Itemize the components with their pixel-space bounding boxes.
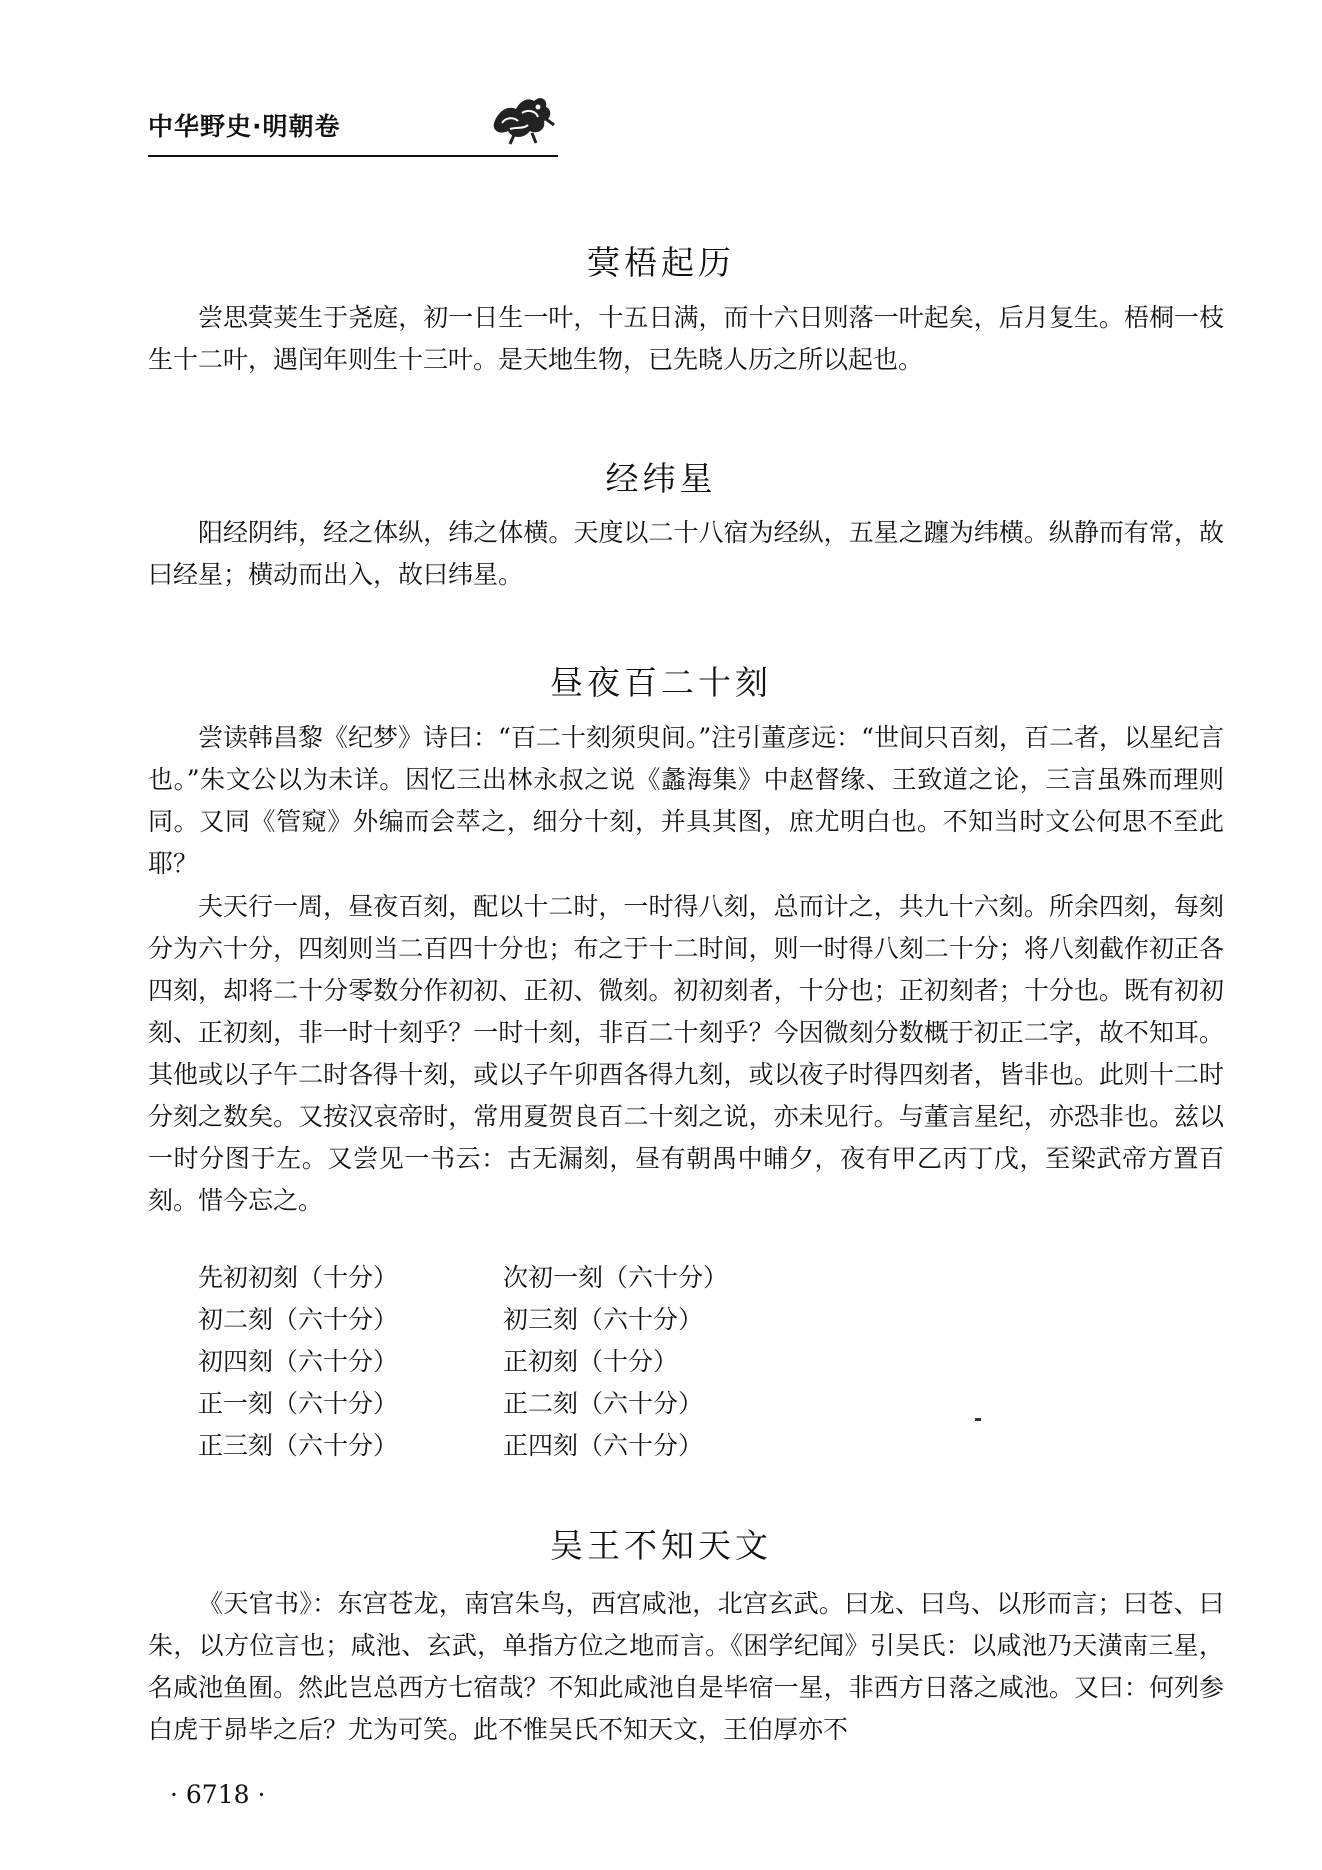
section-title: 蓂梧起历	[587, 243, 735, 283]
section-paragraph: 尝思蓂荚生于尧庭，初一日生一叶，十五日满，而十六日则落一叶起矣，后月复生。梧桐一枝生十二叶，遇闰年则生十三叶。是天地生物，已先晓人历之所以起也。	[148, 303, 1224, 374]
table-row	[198, 1383, 898, 1425]
section-paragraph: 《天官书》：东宫苍龙，南宫朱鸟，西宫咸池，北宫玄武。曰龙、曰鸟、以形而言；曰苍、曰朱，以方位言也；咸池、玄武，单指方位之地而言。《困学纪闻》引吴氏：以咸池乃天潢南三星，名咸池鱼囿。然此岂总西方七宿哉？不知此咸池自是毕宿一星，非西方日落之咸池。又曰：何列参白虎于昴毕之后？尤为可笑。此不惟吴氏不知天文，王伯厚亦不	[148, 1589, 1224, 1744]
header-rule	[148, 155, 558, 157]
section-title: 经纬星	[605, 459, 717, 499]
section-paragraph: 阳经阴纬，经之体纵，纬之体横。天度以二十八宿为经纵，五星之躔为纬横。纵静而有常，故曰经星；横动而出入，故曰纬星。	[148, 518, 1224, 589]
print-speck	[975, 1418, 981, 1421]
dragon-emblem-icon	[488, 89, 556, 145]
table-row	[198, 1341, 898, 1383]
table-cell: 正二刻（六十分）	[503, 1389, 704, 1418]
table-cell: 初二刻（六十分）	[198, 1305, 399, 1334]
table-row	[198, 1257, 898, 1299]
page-number: · 6718 ·	[170, 1780, 266, 1809]
book-title: 中华野史·明朝卷	[148, 112, 341, 141]
table-row	[198, 1425, 898, 1467]
table-row	[198, 1299, 898, 1341]
table-cell: 初四刻（六十分）	[198, 1347, 399, 1376]
section-title: 吴王不知天文	[550, 1526, 772, 1566]
table-cell: 正初刻（十分）	[503, 1347, 679, 1376]
section-paragraph: 尝读韩昌黎《纪梦》诗曰：“百二十刻须臾间。”注引董彦远：“世间只百刻，百二者，以星纪言也。”朱文公以为未详。因忆三出林永叔之说《蠡海集》中赵督缘、王致道之论，三言虽殊而理则同。又同《管窥》外编而会萃之，细分十刻，并具其图，庶尤明白也。不知当时文公何思不至此耶？	[148, 723, 1224, 878]
running-header	[148, 103, 558, 157]
section-title: 昼夜百二十刻	[550, 663, 772, 703]
table-cell: 初三刻（六十分）	[503, 1305, 704, 1334]
table-cell: 次初一刻（六十分）	[503, 1263, 729, 1292]
table-cell: 正一刻（六十分）	[198, 1389, 399, 1418]
table-cell: 正三刻（六十分）	[198, 1431, 399, 1460]
section-paragraph: 夫天行一周，昼夜百刻，配以十二时，一时得八刻，总而计之，共九十六刻。所余四刻，每刻分为六十分，四刻则当二百四十分也；布之于十二时间，则一时得八刻二十分；将八刻截作初正各四刻，却将二十分零数分作初初、正初、微刻。初初刻者，十分也；正初刻者；十分也。既有初初刻、正初刻，非一时十刻乎？一时十刻，非百二十刻乎？今因微刻分数概于初正二字，故不知耳。其他或以子午二时各得十刻，或以子午卯酉各得九刻，或以夜子时得四刻者，皆非也。此则十二时分刻之数矣。又按汉哀帝时，常用夏贺良百二十刻之说，亦未见行。与董言星纪，亦恐非也。兹以一时分图于左。又尝见一书云：古无漏刻，昼有朝禺中晡夕，夜有甲乙丙丁戊，至梁武帝方置百刻。惜今忘之。	[148, 892, 1224, 1215]
table-cell: 正四刻（六十分）	[503, 1431, 704, 1460]
table-cell: 先初初刻（十分）	[198, 1263, 399, 1292]
time-division-table	[198, 1257, 898, 1467]
